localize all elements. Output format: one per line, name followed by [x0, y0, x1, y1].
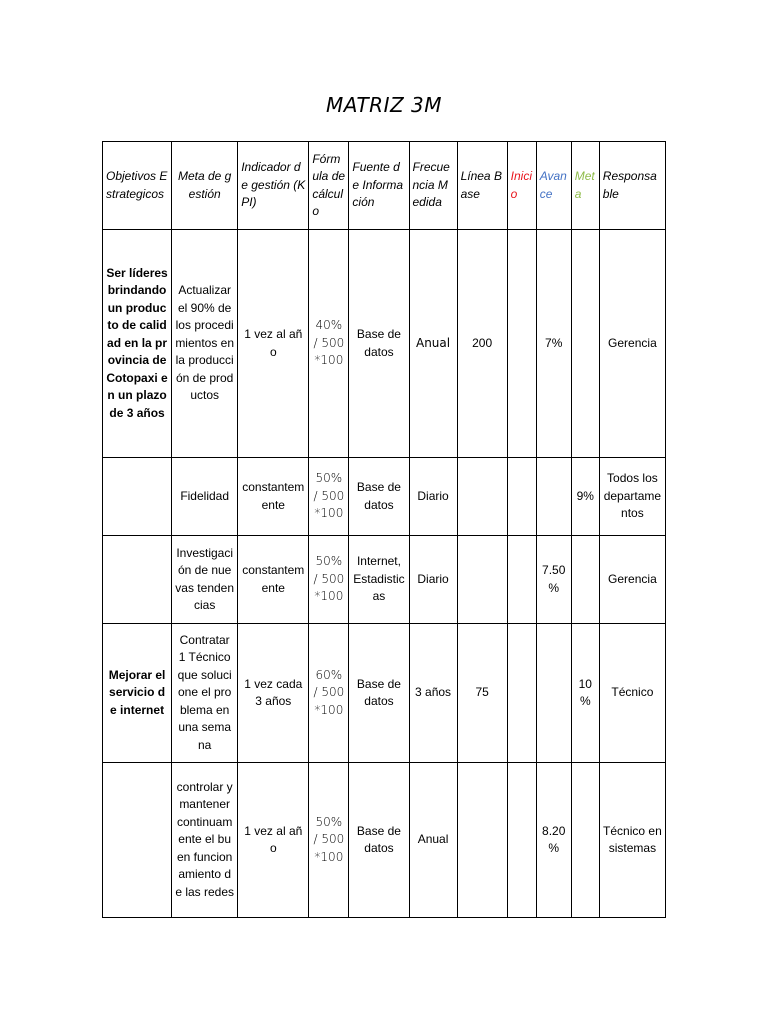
cell-meta: [571, 763, 599, 918]
cell-frecuencia: 3 años: [409, 624, 457, 763]
cell-inicio: [507, 536, 536, 624]
cell-avance: [536, 458, 571, 536]
cell-responsable: Gerencia: [599, 536, 665, 624]
cell-avance: 7%: [536, 230, 571, 458]
cell-formula: 50% / 500 *100: [309, 763, 349, 918]
cell-responsable: Técnico en sistemas: [599, 763, 665, 918]
cell-meta: [571, 536, 599, 624]
header-fuente: Fuente de Información: [349, 142, 409, 230]
table-row: [103, 763, 666, 918]
cell-indicador: constantemente: [238, 458, 309, 536]
header-indicador: Indicador de gestión (KPI): [238, 142, 309, 230]
header-linea-base: Línea Base: [457, 142, 507, 230]
cell-objetivo: Ser líderes brindando un producto de calidad en la provincia de Cotopaxi en un plazo de 3 años: [103, 230, 172, 458]
cell-frecuencia: Anual: [409, 230, 457, 458]
cell-meta-gestion: Actualizar el 90% de los procedimientos en la producción de productos: [172, 230, 238, 458]
cell-inicio: [507, 230, 536, 458]
cell-objetivo: [103, 458, 172, 536]
table-row: [103, 624, 666, 763]
cell-meta-gestion: Fidelidad: [172, 458, 238, 536]
header-meta-gestion: Meta de gestión: [172, 142, 238, 230]
cell-responsable: Todos los departamentos: [599, 458, 665, 536]
cell-linea-base: 200: [457, 230, 507, 458]
table-row: [103, 458, 666, 536]
header-formula: Fórmula de cálculo: [309, 142, 349, 230]
page-title: MATRIZ 3M: [325, 93, 443, 117]
cell-meta-gestion: Contratar 1 Técnico que solucione el problema en una semana: [172, 624, 238, 763]
cell-meta-gestion: controlar y mantener continuamente el buen funcionamiento de las redes: [172, 763, 238, 918]
header-avance: Avance: [536, 142, 571, 230]
cell-fuente: Base de datos: [349, 230, 409, 458]
cell-meta-gestion: Investigación de nuevas tendencias: [172, 536, 238, 624]
cell-linea-base: 75: [457, 624, 507, 763]
matrix-table: [102, 141, 666, 918]
cell-formula: 60% / 500 *100: [309, 624, 349, 763]
cell-linea-base: [457, 458, 507, 536]
cell-indicador: constantemente: [238, 536, 309, 624]
cell-fuente: Base de datos: [349, 624, 409, 763]
table-row: [103, 230, 666, 458]
cell-fuente: Base de datos: [349, 458, 409, 536]
cell-inicio: [507, 624, 536, 763]
cell-frecuencia: Diario: [409, 458, 457, 536]
cell-fuente: Internet, Estadisticas: [349, 536, 409, 624]
cell-meta: 10 %: [571, 624, 599, 763]
cell-objetivo: [103, 763, 172, 918]
cell-meta: [571, 230, 599, 458]
cell-responsable: Técnico: [599, 624, 665, 763]
cell-responsable: Gerencia: [599, 230, 665, 458]
header-frecuencia: Frecuencia Medida: [409, 142, 457, 230]
cell-formula: 50% / 500 *100: [309, 536, 349, 624]
cell-indicador: 1 vez al año: [238, 230, 309, 458]
cell-fuente: Base de datos: [349, 763, 409, 918]
cell-frecuencia: Anual: [409, 763, 457, 918]
header-meta: Meta: [571, 142, 599, 230]
cell-frecuencia: Diario: [409, 536, 457, 624]
cell-linea-base: [457, 763, 507, 918]
cell-avance: [536, 624, 571, 763]
table-row: [103, 536, 666, 624]
cell-meta: 9%: [571, 458, 599, 536]
header-inicio: Inicio: [507, 142, 536, 230]
cell-indicador: 1 vez al año: [238, 763, 309, 918]
cell-inicio: [507, 458, 536, 536]
header-objetivos: Objetivos Estrategicos: [103, 142, 172, 230]
cell-inicio: [507, 763, 536, 918]
header-row: [103, 142, 666, 230]
cell-formula: 40% / 500 *100: [309, 230, 349, 458]
cell-indicador: 1 vez cada 3 años: [238, 624, 309, 763]
cell-avance: 8.20 %: [536, 763, 571, 918]
cell-avance: 7.50 %: [536, 536, 571, 624]
cell-objetivo: Mejorar el servicio de internet: [103, 624, 172, 763]
cell-linea-base: [457, 536, 507, 624]
cell-objetivo: [103, 536, 172, 624]
header-responsable: Responsable: [599, 142, 665, 230]
cell-formula: 50% / 500 *100: [309, 458, 349, 536]
